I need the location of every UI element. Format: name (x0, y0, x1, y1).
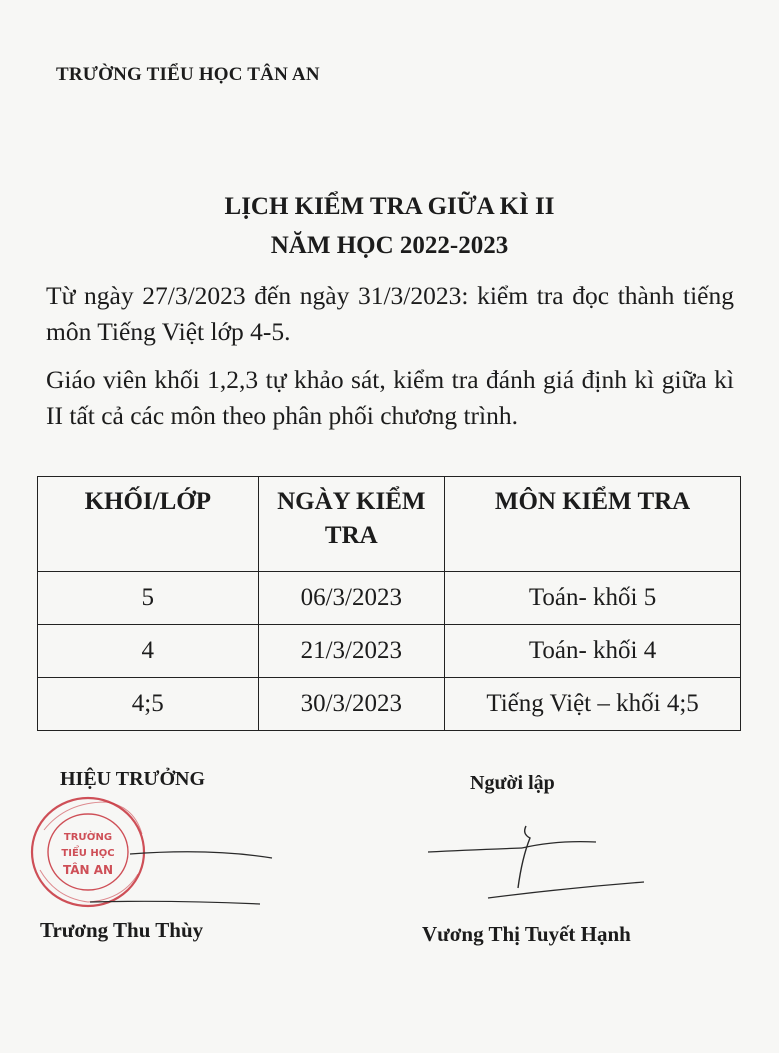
cell-subject: Toán- khối 4 (445, 625, 741, 678)
cell-date: 06/3/2023 (258, 572, 445, 625)
cell-grade: 4;5 (38, 678, 259, 731)
stamp-line-3: TÂN AN (62, 863, 114, 877)
paragraph-teacher-survey: Giáo viên khối 1,2,3 tự khảo sát, kiểm tra đánh giá định kì giữa kì II tất cả các môn theo phân phối chương trình. (46, 365, 734, 430)
cell-date: 30/3/2023 (258, 678, 445, 731)
stamp-line-2: TIỂU HỌC (61, 848, 115, 859)
cell-date: 21/3/2023 (258, 625, 445, 678)
paragraph-reading-test: Từ ngày 27/3/2023 đến ngày 31/3/2023: kiểm tra đọc thành tiếng môn Tiếng Việt lớp 4-5. (46, 281, 734, 346)
cell-subject: Tiếng Việt – khối 4;5 (445, 678, 741, 731)
preparer-title: Người lập (470, 772, 555, 794)
document-title: LỊCH KIỂM TRA GIỮA KÌ II (224, 193, 555, 220)
header-date: NGÀY KIỂM TRA (258, 477, 445, 572)
principal-name: Trương Thu Thùy (40, 918, 204, 942)
header-subject: MÔN KIỂM TRA (445, 477, 741, 572)
header-grade: KHỐI/LỚP (38, 477, 259, 572)
school-year: NĂM HỌC 2022-2023 (270, 232, 509, 259)
preparer-name: Vương Thị Tuyết Hạnh (422, 922, 631, 946)
cell-grade: 4 (38, 625, 259, 678)
principal-title: HIỆU TRƯỞNG (60, 768, 206, 790)
table-row (38, 678, 741, 731)
principal-signature (60, 840, 280, 910)
stamp-line-1: TRƯỜNG (63, 832, 113, 843)
cell-subject: Toán- khối 5 (445, 572, 741, 625)
table-row (38, 625, 741, 678)
table-header-row (38, 477, 741, 572)
cell-grade: 5 (38, 572, 259, 625)
table-row (38, 572, 741, 625)
exam-schedule-table (37, 476, 741, 731)
school-name: TRƯỜNG TIỂU HỌC TÂN AN (56, 64, 320, 85)
preparer-signature (426, 818, 666, 908)
